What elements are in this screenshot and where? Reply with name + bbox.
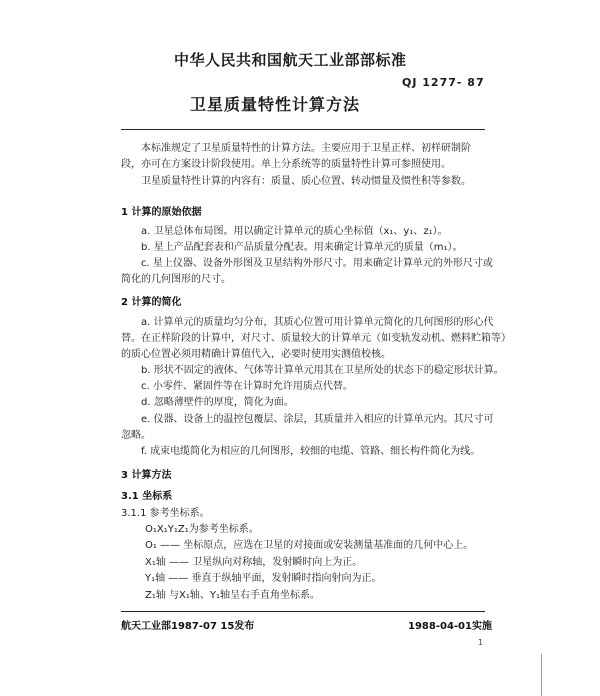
list-item: b. 星上产品配套表和产品质量分配表。用来确定计算单元的质量（m₁）。 xyxy=(141,242,463,253)
footer-rule xyxy=(121,611,485,612)
header-rule xyxy=(121,129,485,130)
list-item-continuation: 忽略。 xyxy=(121,430,151,441)
standard-organization: 中华人民共和国航天工业部部标准 xyxy=(174,51,407,69)
section-1-heading: 1 计算的原始依据 xyxy=(121,207,202,218)
list-item: c. 小零件、紧固件等在计算时允许用质点代替。 xyxy=(141,381,353,392)
subsection-3-1-1-heading: 3.1.1 参考坐标系。 xyxy=(121,508,210,519)
effective-date: 1988-04-01实施 xyxy=(408,621,492,632)
document-title: 卫星质量特性计算方法 xyxy=(190,95,361,114)
coordinate-line: Z₁轴 与X₁轴、Y₁轴呈右手直角坐标系。 xyxy=(145,590,321,601)
list-item: d. 忽略薄壁件的厚度，简化为面。 xyxy=(141,397,294,408)
section-2-heading: 2 计算的简化 xyxy=(121,297,182,308)
list-item-continuation: 的质心位置必须用精确计算值代入，必要时使用实测值校核。 xyxy=(121,349,391,360)
list-item: f. 成束电缆简化为相应的几何图形，较细的电缆、管路、细长构件简化为线。 xyxy=(141,446,481,457)
scan-edge-line xyxy=(541,654,542,696)
coordinate-line: O₁ —— 坐标原点，应选在卫星的对接面或安装测量基准面的几何中心上。 xyxy=(145,540,474,551)
section-3-heading: 3 计算方法 xyxy=(121,470,172,481)
issue-date: 航天工业部1987-07 15发布 xyxy=(121,621,255,632)
list-item: a. 卫星总体布局图。用以确定计算单元的质心坐标值（x₁、y₁、z₁）。 xyxy=(141,226,448,237)
coordinate-line: O₁X₁Y₁Z₁为参考坐标系。 xyxy=(145,524,259,535)
list-item: e. 仪器、设备上的温控包覆层、涂层，其质量并入相应的计算单元内。其尺寸可 xyxy=(141,414,494,425)
standard-code: QJ 1277- 87 xyxy=(402,76,485,89)
list-item: a. 计算单元的质量均匀分布，其质心位置可用计算单元简化的几何图形的形心代 xyxy=(141,317,494,328)
subsection-3-1-heading: 3.1 坐标系 xyxy=(121,491,173,502)
intro-paragraph-2: 卫星质量特性计算的内容有：质量、质心位置、转动惯量及惯性积等参数。 xyxy=(141,176,471,187)
list-item: c. 星上仪器、设备外形图及卫星结构外形尺寸。用来确定计算单元的外形尺寸或 xyxy=(141,258,493,269)
coordinate-line: Y₁轴 —— 垂直于纵轴平面，发射瞬时指向射向为正。 xyxy=(145,573,382,584)
coordinate-line: X₁轴 —— 卫星纵向对称轴，发射瞬时向上为正。 xyxy=(145,557,363,568)
page-number: 1 xyxy=(478,638,484,647)
list-item-continuation: 替。在正样阶段的计算中，对尺寸、质量较大的计算单元（如变轨发动机、燃料贮箱等） xyxy=(121,333,511,344)
list-item-continuation: 简化的几何图形的尺寸。 xyxy=(121,274,231,285)
list-item: b. 形状不固定的液体、气体等计算单元用其在卫星所处的状态下的稳定形状计算。 xyxy=(141,365,504,376)
intro-paragraph-1: 本标准规定了卫星质量特性的计算方法。主要应用于卫星正样、初样研制阶段，亦可在方案设计阶段使用。单上分系统等的质量特性计算可参照使用。 xyxy=(121,143,471,170)
